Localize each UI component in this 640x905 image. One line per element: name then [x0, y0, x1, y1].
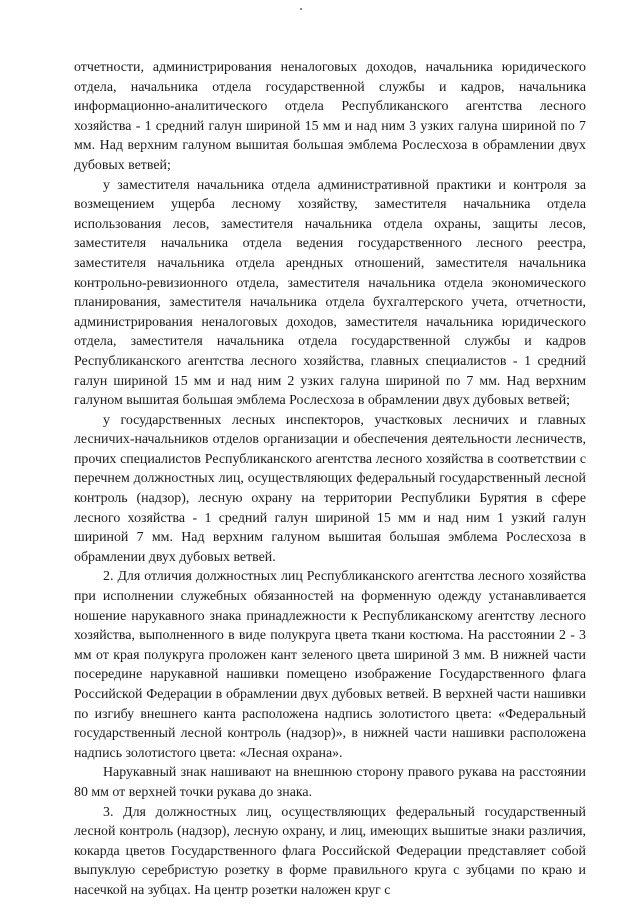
paragraph-deputy-heads: у заместителя начальника отдела административной практики и контроля за возмещением ущерба лесному хозяйству, заместителя начальника отдела использования лесов, заместителя начальника отдела охраны, защиты лесов, заместителя начальника отдела ведения государственного лесного реестра, заместителя начальника отдела арендных отношений, заместителя начальника контрольно-ревизионного отдела, заместителя начальника отдела экономического планирования, заместителя начальника отдела бухгалтерского учета, отчетности, администрирования неналоговых доходов, заместителя начальника юридического отдела, заместителя начальника отдела государственной службы и кадров Республиканского агентства лесного хозяйства, главных специалистов - 1 средний галун шириной 15 мм и над ним 2 узких галуна шириной по 7 мм. Над верхним галуном вышитая большая эмблема Рослесхоза в обрамлении двух дубовых ветвей; [74, 177, 586, 409]
paragraph-item-2: 2. Для отличия должностных лиц Республиканского агентства лесного хозяйства при исполнении служебных обязанностей на форменную одежду устанавливается ношение нарукавного знака принадлежности к Республиканскому агентству лесного хозяйства, выполненного в виде полукруга цвета ткани костюма. На расстоянии 2 - 3 мм от края полукруга проложен кант зеленого цвета шириной 3 мм. В нижней части посередине нарукавной нашивки помещено изображение Государственного флага Российской Федерации в обрамлении двух дубовых ветвей. В верхней части нашивки по изгибу внешнего канта расположена надпись золотистого цвета: «Федеральный государственный лесной контроль (надзор)», в нижней части нашивки расположена надпись золотистого цвета: «Лесная охрана». [74, 569, 586, 761]
scan-speck [300, 8, 302, 10]
paragraph-sleeve-badge: Нарукавный знак нашивают на внешнюю сторону правого рукава на расстоянии 80 мм от верхней точки рукава до знака. [74, 765, 586, 800]
paragraph-inspectors: у государственных лесных инспекторов, участковых лесничих и главных лесничих-начальников отделов организации и обеспечения деятельности лесничеств, прочих специалистов Республиканского агентства лесного хозяйства в соответствии с перечнем должностных лиц, осуществляющих федеральный государственный лесной контроль (надзор), лесную охрану на территории Республики Бурятия в сфере лесного хозяйства - 1 средний галун шириной 15 мм и над ним 1 узкий галун шириной 7 мм. Над верхним галуном вышитая большая эмблема Рослесхоза в обрамлении двух дубовых ветвей. [74, 412, 586, 565]
paragraph-continuation: отчетности, администрирования неналоговых доходов, начальника юридического отдела, начальника отдела государственной службы и кадров, начальника информационно-аналитического отдела Республиканского агентства лесного хозяйства - 1 средний галун шириной 15 мм и над ним 3 узких галуна шириной по 7 мм. Над верхним галуном вышитая большая эмблема Рослесхоза в обрамлении двух дубовых ветвей; [74, 60, 586, 173]
paragraph-item-3: 3. Для должностных лиц, осуществляющих федеральный государственный лесной контроль (надзор), лесную охрану, и лиц, имеющих вышитые знаки различия, кокарда цветов Государственного флага Российской Федерации представляет собой выпуклую серебристую розетку в форме правильного круга с зубцами по краю и насечкой на зубцах. На центр розетки наложен круг с [74, 804, 586, 898]
document-page [74, 58, 586, 901]
